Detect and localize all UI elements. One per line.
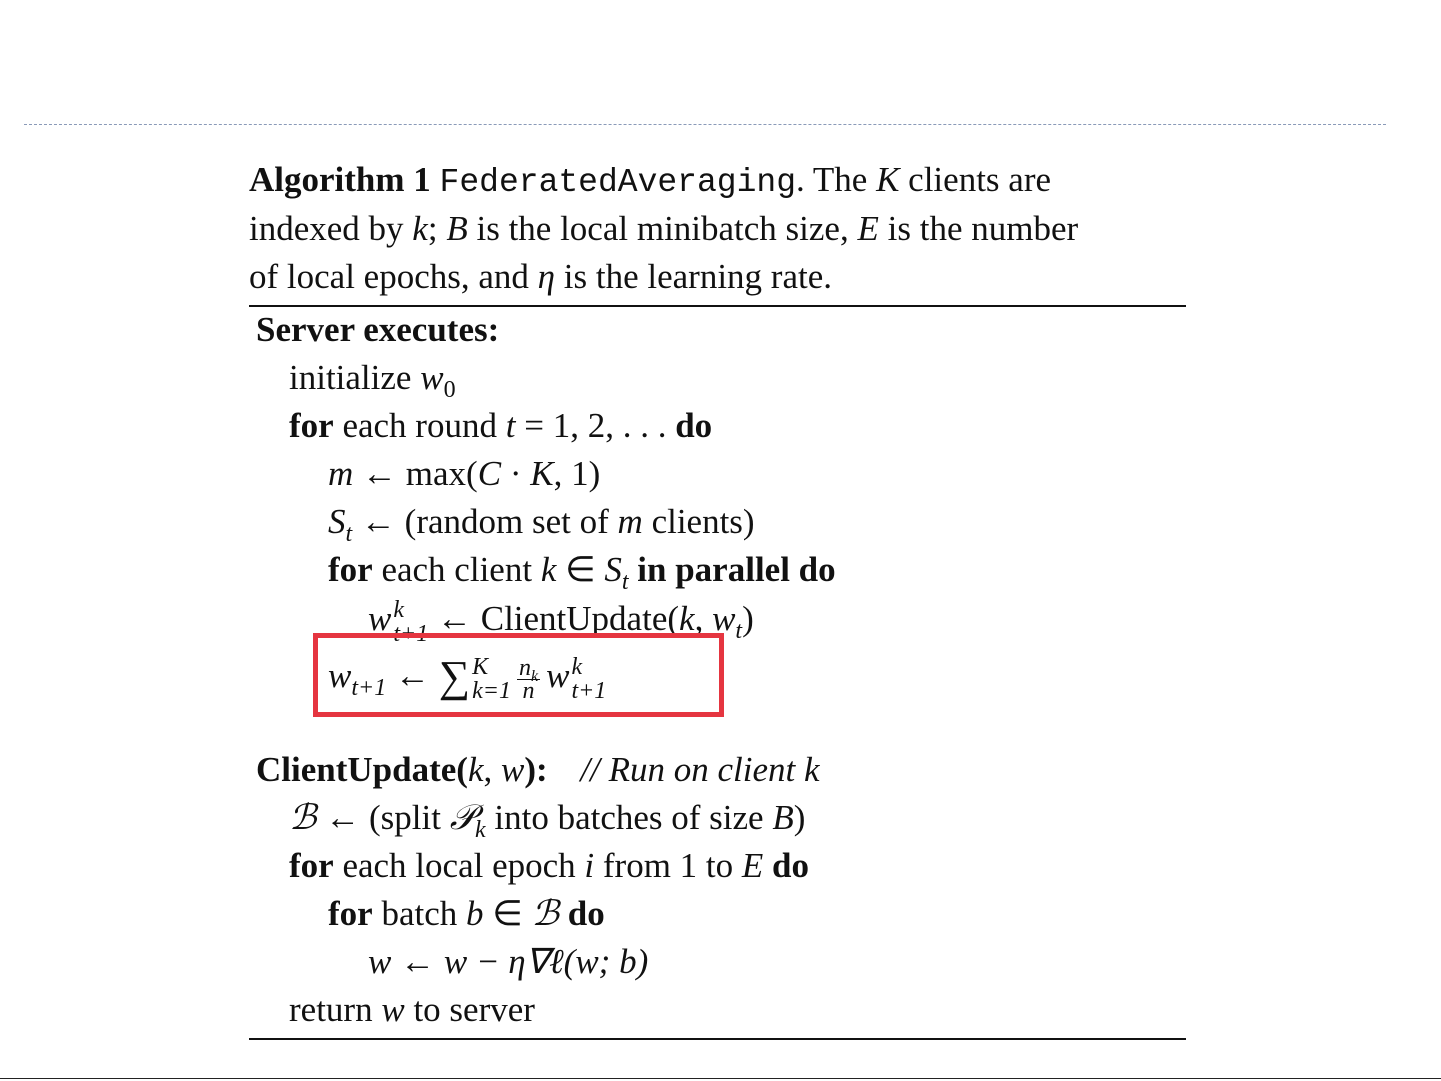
code-var: w xyxy=(328,656,352,696)
caption-text: clients are xyxy=(899,160,1052,199)
code-sub: t+1 xyxy=(571,678,607,704)
code-text: ← ClientUpdate( xyxy=(428,599,680,639)
epoch-loop-line xyxy=(289,846,809,886)
algorithm-name: FederatedAveraging xyxy=(439,164,797,201)
code-var: B xyxy=(772,798,794,837)
code-var: n xyxy=(518,654,531,681)
code-var: m xyxy=(328,454,354,493)
code-text: ) xyxy=(793,798,806,837)
code-text: , xyxy=(483,750,501,789)
caption-text: ; xyxy=(427,209,447,248)
code-text: batch xyxy=(372,894,466,933)
sum-lower: k=1 xyxy=(472,678,511,704)
code-text: initialize xyxy=(289,358,421,397)
code-text: return xyxy=(289,990,382,1029)
code-var: w xyxy=(420,358,444,397)
keyword: for xyxy=(328,550,373,589)
code-var: b xyxy=(466,894,484,933)
code-sub: k xyxy=(530,667,539,685)
code-text: into batches of size xyxy=(485,798,773,837)
caption-text: is the learning rate. xyxy=(555,257,833,296)
code-text: ← (random set of xyxy=(352,502,618,541)
keyword: in parallel do xyxy=(628,550,836,589)
code-var: w xyxy=(500,750,525,789)
code-var: E xyxy=(741,846,764,885)
server-header: Server executes: xyxy=(256,310,500,349)
code-text: = 1, 2, . . . xyxy=(515,406,676,445)
code-var: k xyxy=(803,750,820,789)
code-text: ← xyxy=(386,656,439,696)
code-text: ) xyxy=(742,599,754,639)
code-text: , 1) xyxy=(553,454,601,493)
batch-loop-line xyxy=(328,894,605,934)
code-sub: t+1 xyxy=(393,621,429,647)
keyword: do xyxy=(559,894,605,933)
code-var: m xyxy=(617,502,643,541)
code-text: to server xyxy=(404,990,535,1029)
init-line xyxy=(289,358,456,403)
keyword: for xyxy=(289,846,334,885)
caption-text: . The xyxy=(796,160,877,199)
caption-text: is the number xyxy=(878,209,1079,248)
code-sub: t xyxy=(345,521,353,547)
code-text: clients) xyxy=(642,502,755,541)
algorithm-end-rule xyxy=(249,1038,1186,1040)
code-text: from 1 to xyxy=(594,846,742,885)
st-assign-line xyxy=(328,502,755,547)
caption-line-3 xyxy=(249,257,832,297)
client-loop-line xyxy=(328,550,836,595)
code-sub: k xyxy=(474,817,486,843)
code-text: ∈ xyxy=(483,894,532,933)
code-text: , xyxy=(694,599,713,639)
code-var: w xyxy=(712,599,736,639)
code-var: k xyxy=(540,550,557,589)
caption-var: B xyxy=(446,209,468,248)
code-sup: k xyxy=(571,654,583,680)
code-var: 𝒫 xyxy=(449,798,475,837)
code-text: each client xyxy=(372,550,541,589)
code-var: w xyxy=(368,599,392,639)
code-var: ℬ xyxy=(531,894,560,933)
dashed-separator xyxy=(24,124,1386,125)
client-header: ClientUpdate( xyxy=(256,750,468,789)
code-var: S xyxy=(328,502,346,541)
code-var: t xyxy=(505,406,516,445)
batch-split-line xyxy=(289,798,806,843)
comment: // Run on client xyxy=(580,750,804,789)
code-var: k xyxy=(467,750,484,789)
fraction-denominator: n xyxy=(522,677,535,704)
gradient-update-line: w ← w − η∇ℓ(w; b) xyxy=(368,942,649,981)
code-text: ∈ xyxy=(556,550,605,589)
keyword: for xyxy=(328,894,373,933)
caption-var: E xyxy=(857,209,879,248)
caption-text: of local epochs, and xyxy=(249,257,538,296)
code-var: C xyxy=(477,454,502,493)
code-text: ← (split xyxy=(316,798,450,837)
code-var: w xyxy=(381,990,405,1029)
caption-line-2 xyxy=(249,209,1078,249)
caption-text: is the local minibatch size, xyxy=(467,209,858,248)
caption-var: η xyxy=(537,257,556,296)
code-sub: t+1 xyxy=(351,675,387,702)
return-line xyxy=(289,990,535,1030)
code-var: ℬ xyxy=(289,798,317,837)
code-text: each local epoch xyxy=(333,846,585,885)
sum-symbol: ∑ xyxy=(438,652,471,702)
keyword: do xyxy=(763,846,810,885)
caption-rule xyxy=(249,305,1186,307)
code-var: K xyxy=(530,454,554,493)
caption-var: K xyxy=(876,160,900,199)
caption-text: indexed by xyxy=(249,209,413,248)
code-sup: k xyxy=(393,597,405,623)
client-header-line xyxy=(256,750,820,790)
code-text: ← max( xyxy=(353,454,478,493)
code-var: k xyxy=(679,599,695,639)
code-sub: 0 xyxy=(443,377,456,403)
code-text: · xyxy=(501,454,531,493)
code-var: i xyxy=(584,846,595,885)
code-text: ): xyxy=(524,750,548,789)
code-var: w xyxy=(546,656,570,696)
sum-upper: K xyxy=(472,654,489,680)
algorithm-label: Algorithm 1 xyxy=(249,160,431,199)
highlight-box xyxy=(313,633,724,717)
caption-line-1 xyxy=(249,160,1051,203)
keyword: do xyxy=(675,406,713,445)
page-bottom-rule xyxy=(0,1078,1441,1079)
code-text: each round xyxy=(333,406,506,445)
caption-var: k xyxy=(412,209,428,248)
m-assign-line xyxy=(328,454,600,494)
keyword: for xyxy=(289,406,334,445)
round-loop-line xyxy=(289,406,712,446)
code-sub: t xyxy=(735,618,743,645)
code-sub: t xyxy=(621,569,629,595)
code-var: S xyxy=(604,550,622,589)
